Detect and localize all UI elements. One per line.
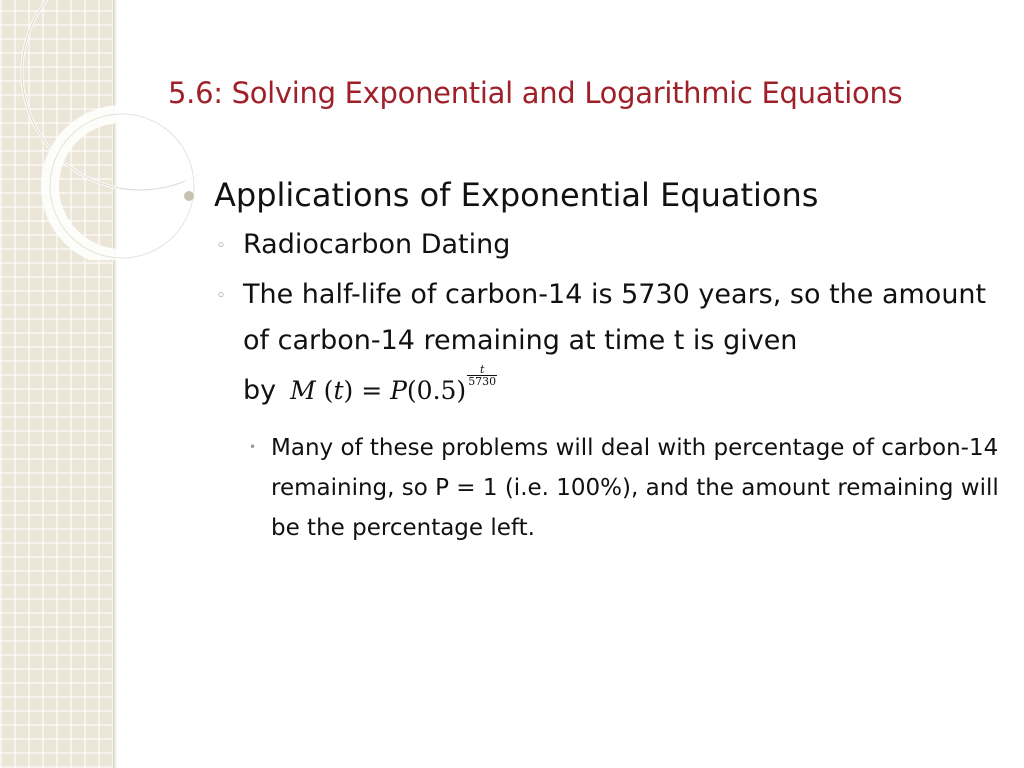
exponent-numerator: t: [467, 364, 497, 376]
formula-exponent: [467, 364, 497, 387]
formula-base: (0.5): [406, 376, 467, 405]
formula-variable: t: [333, 376, 344, 405]
small-bullet-icon: •: [249, 440, 257, 454]
bullet-level1-text: Applications of Exponential Equations: [214, 176, 819, 214]
slide-title: 5.6: Solving Exponential and Logarithmic Equations: [168, 76, 903, 110]
hollow-bullet-icon: ◦: [216, 286, 227, 306]
bullet-level2-radiocarbon: [180, 222, 1000, 268]
decorative-circles: [0, 0, 200, 260]
slide-content: [180, 172, 1000, 548]
bullet-level2-text: Radiocarbon Dating: [243, 229, 511, 260]
bullet-level1: [180, 172, 1000, 218]
bullet-level2-text: [243, 272, 1000, 414]
bullet-level3-text: Many of these problems will deal with percentage of carbon-14 remaining, so P = 1 (i.e. 100%), and the amount remaining will be the percentage left.: [271, 435, 999, 541]
decay-formula: M (t) = P(0.5) $\frac{t}{5730}$: [290, 363, 497, 405]
formula-function: M: [290, 376, 316, 405]
hollow-bullet-icon: ◦: [216, 236, 227, 256]
bullet-level3-note: [180, 428, 1000, 548]
half-life-text: The half-life of carbon-14 is 5730 years, so the amount of carbon-14 remaining at time t is given by: [243, 279, 987, 406]
formula-coefficient: P: [390, 376, 407, 405]
filled-bullet-icon: [184, 191, 194, 201]
exponent-denominator: 5730: [468, 375, 497, 388]
bullet-level2-half-life: [180, 272, 1000, 414]
formula-equals: =: [361, 376, 383, 405]
